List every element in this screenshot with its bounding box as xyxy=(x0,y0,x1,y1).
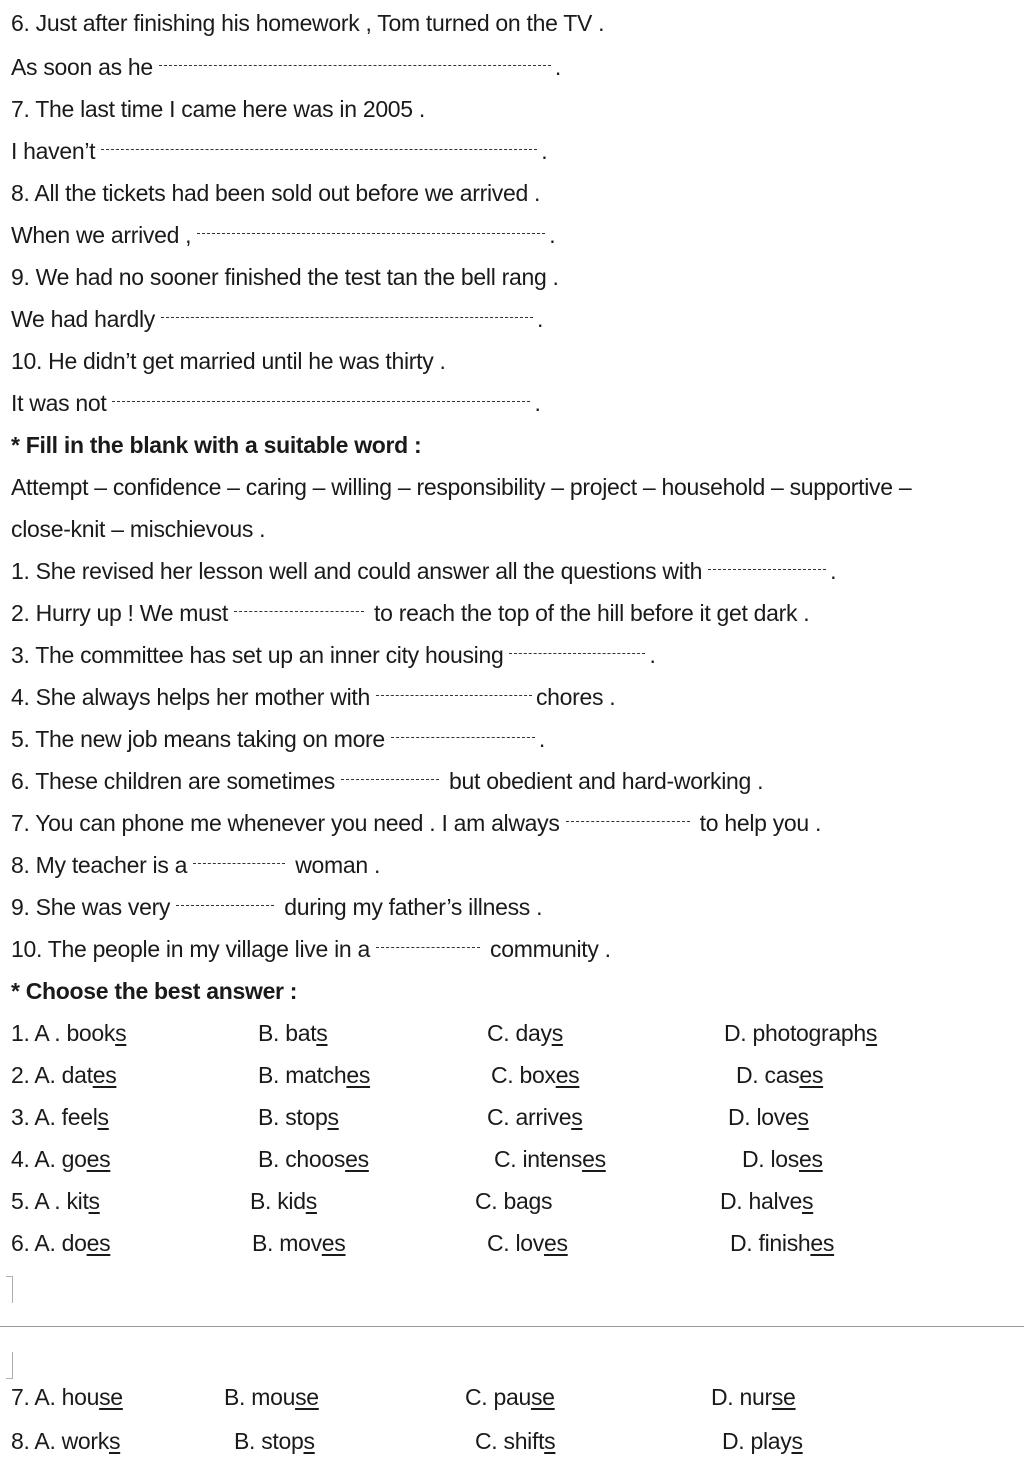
page-break-divider xyxy=(0,1326,1024,1327)
underlined-ending: es xyxy=(86,1230,111,1256)
choice-word: 5. A . kit xyxy=(11,1188,89,1214)
choice-option[interactable] xyxy=(730,1228,834,1258)
choice-word: D. love xyxy=(728,1104,798,1130)
choice-word: 3. A. feel xyxy=(11,1104,98,1130)
choice-option[interactable] xyxy=(711,1382,796,1412)
rewrite-answer-8: When we arrived , . xyxy=(11,222,556,248)
choice-option[interactable] xyxy=(258,1060,370,1090)
fill-item-9: 9. She was very during my father’s illness . xyxy=(11,894,543,920)
answer-blank[interactable] xyxy=(197,233,545,234)
fill-blank[interactable] xyxy=(391,737,535,738)
choice-option[interactable] xyxy=(11,1228,110,1258)
fill-blank[interactable] xyxy=(509,653,645,654)
choice-word: B. kid xyxy=(250,1188,306,1214)
choice-option[interactable] xyxy=(224,1382,319,1412)
word-bank-line-1: Attempt – confidence – caring – willing – responsibility – project – household – supportive – xyxy=(11,474,912,500)
choice-option[interactable] xyxy=(494,1144,606,1174)
choice-word: 1. A . book xyxy=(11,1020,116,1046)
underlined-ending: es xyxy=(86,1146,111,1172)
answer-blank[interactable] xyxy=(112,401,530,402)
choice-word: 4. A. go xyxy=(11,1146,87,1172)
fill-blank[interactable] xyxy=(341,779,439,780)
choice-word: D. halve xyxy=(720,1188,802,1214)
answer-blank[interactable] xyxy=(101,149,537,150)
rewrite-answer-9: We had hardly . xyxy=(11,306,544,332)
rewrite-question-8: 8. All the tickets had been sold out before we arrived . xyxy=(11,180,541,206)
choice-word: B. match xyxy=(258,1062,347,1088)
choice-word: C. box xyxy=(491,1062,556,1088)
rewrite-start: As soon as he xyxy=(11,54,153,80)
underlined-ending: s xyxy=(571,1104,583,1130)
underlined-ending: s xyxy=(791,1428,803,1454)
fill-blank[interactable] xyxy=(566,821,690,822)
choice-option[interactable] xyxy=(11,1060,116,1090)
choice-option[interactable] xyxy=(465,1382,555,1412)
word-bank-line-2: close-knit – mischievous . xyxy=(11,516,266,542)
fill-heading: * Fill in the blank with a suitable word : xyxy=(11,432,422,458)
choice-option[interactable] xyxy=(728,1102,809,1132)
rewrite-question-9: 9. We had no sooner finished the test tan the bell rang . xyxy=(11,264,559,290)
rewrite-answer-10: It was not . xyxy=(11,390,541,416)
underlined-ending: s xyxy=(303,1428,315,1454)
choice-word: D. photograph xyxy=(724,1020,866,1046)
underlined-ending: es xyxy=(345,1146,369,1172)
choice-word: 8. A. work xyxy=(11,1428,109,1454)
choice-word: D. los xyxy=(742,1146,799,1172)
underlined-ending: s xyxy=(551,1020,563,1046)
underlined-ending: s xyxy=(88,1188,100,1214)
fill-blank[interactable] xyxy=(376,695,532,696)
fill-item-7: 7. You can phone me whenever you need . I am always to help you . xyxy=(11,810,822,836)
choice-option[interactable] xyxy=(252,1228,345,1258)
choice-word: D. nur xyxy=(711,1384,772,1410)
choice-word: B. mou xyxy=(224,1384,296,1410)
answer-blank[interactable] xyxy=(161,317,533,318)
choice-word: B. choos xyxy=(258,1146,346,1172)
choice-option[interactable] xyxy=(720,1186,813,1216)
underlined-ending: s xyxy=(327,1104,339,1130)
fill-item-10: 10. The people in my village live in a community . xyxy=(11,936,611,962)
choice-option[interactable] xyxy=(487,1018,563,1048)
underlined-ending: se xyxy=(771,1384,796,1410)
choice-word: D. play xyxy=(722,1428,792,1454)
choice-option[interactable] xyxy=(11,1426,120,1456)
underlined-ending: es xyxy=(321,1230,346,1256)
answer-blank[interactable] xyxy=(159,65,551,66)
choice-word: C. arrive xyxy=(487,1104,572,1130)
choice-option[interactable] xyxy=(487,1102,582,1132)
underlined-ending: s xyxy=(797,1104,809,1130)
fill-item-3: 3. The committee has set up an inner city housing . xyxy=(11,642,656,668)
rewrite-start: When we arrived , xyxy=(11,222,192,248)
rewrite-start: I haven’t xyxy=(11,138,96,164)
choice-option[interactable] xyxy=(475,1426,555,1456)
underlined-ending: s xyxy=(305,1188,317,1214)
choice-option[interactable] xyxy=(722,1426,803,1456)
fill-item-6: 6. These children are sometimes but obedient and hard-working . xyxy=(11,768,764,794)
underlined-ending: es xyxy=(555,1062,580,1088)
choice-word: B. mov xyxy=(252,1230,322,1256)
underlined-ending: se xyxy=(530,1384,555,1410)
choice-word: B. stop xyxy=(258,1104,328,1130)
choice-option[interactable] xyxy=(11,1018,126,1048)
fill-blank[interactable] xyxy=(376,947,480,948)
choice-option[interactable] xyxy=(736,1060,823,1090)
choice-word: D. finish xyxy=(730,1230,811,1256)
fill-blank[interactable] xyxy=(234,611,364,612)
choice-word: C. day xyxy=(487,1020,552,1046)
underlined-ending: es xyxy=(92,1062,117,1088)
choice-option[interactable] xyxy=(258,1018,328,1048)
choice-option[interactable] xyxy=(250,1186,317,1216)
choice-word: C. bags xyxy=(475,1188,553,1214)
choose-heading: * Choose the best answer : xyxy=(11,978,298,1004)
choice-option[interactable] xyxy=(234,1426,315,1456)
rewrite-question-7: 7. The last time I came here was in 2005 . xyxy=(11,96,425,122)
rewrite-answer-6: As soon as he . xyxy=(11,54,561,80)
rewrite-start: We had hardly xyxy=(11,306,155,332)
choice-word: 6. A. do xyxy=(11,1230,87,1256)
fill-blank[interactable] xyxy=(193,863,285,864)
fill-item-4: 4. She always helps her mother with chores . xyxy=(11,684,616,710)
choice-word: 2. A. dat xyxy=(11,1062,93,1088)
underlined-ending: s xyxy=(544,1428,556,1454)
underlined-ending: es xyxy=(582,1146,606,1172)
choice-word: 7. A. hou xyxy=(11,1384,100,1410)
choice-option[interactable] xyxy=(475,1186,552,1216)
fill-item-1: 1. She revised her lesson well and could answer all the questions with . xyxy=(11,558,837,584)
underlined-ending: es xyxy=(544,1230,568,1256)
fill-blank[interactable] xyxy=(176,905,274,906)
page-corner-mark xyxy=(6,1276,13,1303)
underlined-ending: se xyxy=(99,1384,123,1410)
page-corner-mark xyxy=(6,1352,13,1379)
underlined-ending: s xyxy=(97,1104,109,1130)
underlined-ending: s xyxy=(316,1020,328,1046)
choice-word: D. cas xyxy=(736,1062,800,1088)
choice-word: B. bat xyxy=(258,1020,317,1046)
choice-option[interactable] xyxy=(11,1144,110,1174)
rewrite-question-6: 6. Just after finishing his homework , Tom turned on the TV . xyxy=(11,10,605,36)
choice-word: C. lov xyxy=(487,1230,544,1256)
choice-option[interactable] xyxy=(742,1144,823,1174)
choice-option[interactable] xyxy=(258,1102,339,1132)
underlined-ending: es xyxy=(799,1146,823,1172)
underlined-ending: s xyxy=(801,1188,814,1214)
fill-item-2: 2. Hurry up ! We must to reach the top of the hill before it get dark . xyxy=(11,600,810,626)
choice-option[interactable] xyxy=(11,1186,100,1216)
rewrite-question-10: 10. He didn’t get married until he was thirty . xyxy=(11,348,446,374)
fill-blank[interactable] xyxy=(708,569,826,570)
rewrite-start: It was not xyxy=(11,390,107,416)
choice-word: C. pau xyxy=(465,1384,531,1410)
choice-option[interactable] xyxy=(724,1018,877,1048)
choice-option[interactable] xyxy=(491,1060,579,1090)
rewrite-answer-7: I haven’t . xyxy=(11,138,548,164)
underlined-ending: es xyxy=(810,1230,835,1256)
underlined-ending: s xyxy=(109,1428,121,1454)
fill-item-8: 8. My teacher is a woman . xyxy=(11,852,381,878)
underlined-ending: es xyxy=(346,1062,371,1088)
choice-option[interactable] xyxy=(258,1144,369,1174)
underlined-ending: s xyxy=(865,1020,878,1046)
underlined-ending: se xyxy=(295,1384,319,1410)
choice-word: B. stop xyxy=(234,1428,304,1454)
choice-option[interactable] xyxy=(11,1102,109,1132)
choice-option[interactable] xyxy=(487,1228,568,1258)
underlined-ending: s xyxy=(115,1020,127,1046)
choice-word: C. shift xyxy=(475,1428,545,1454)
choice-word: C. intens xyxy=(494,1146,583,1172)
underlined-ending: es xyxy=(799,1062,824,1088)
choice-option[interactable] xyxy=(11,1382,123,1412)
fill-item-5: 5. The new job means taking on more . xyxy=(11,726,546,752)
